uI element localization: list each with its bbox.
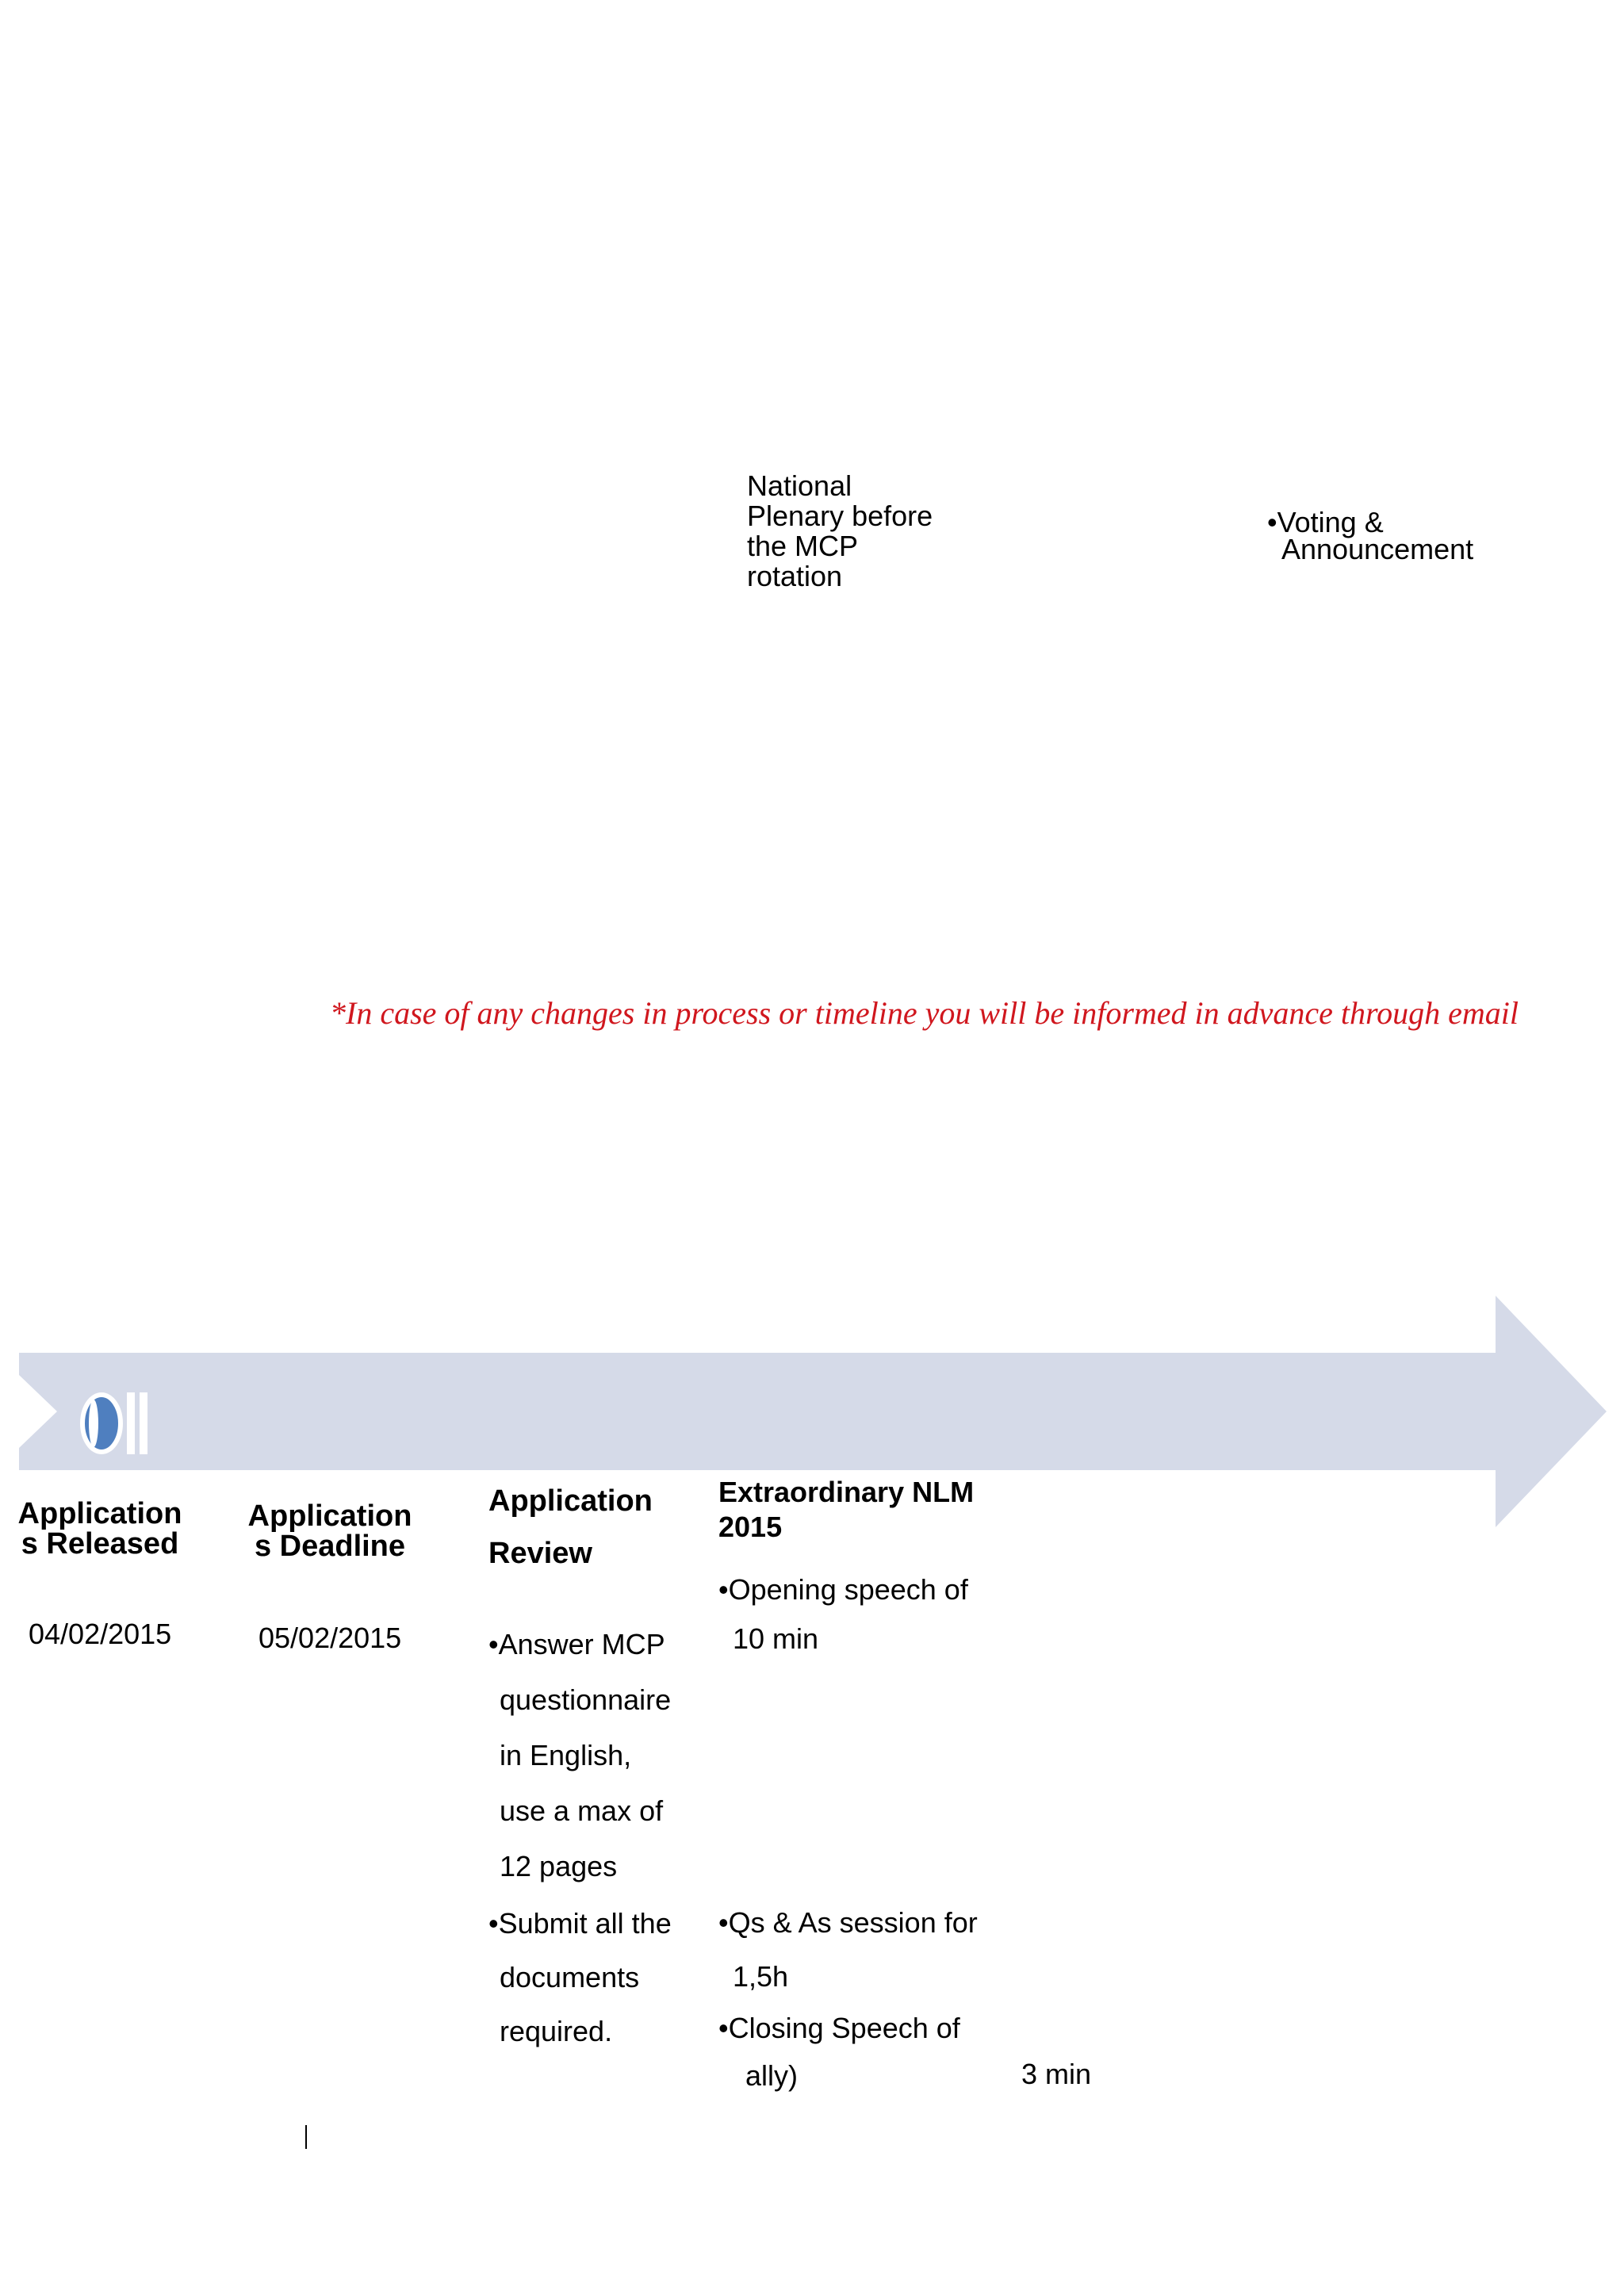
review-bullet-line: •Submit all the	[488, 1907, 672, 1940]
date-deadline: 05/02/2015	[259, 1622, 402, 1654]
review-bullet-line: 12 pages	[500, 1850, 618, 1882]
voting-label	[1267, 507, 1473, 565]
review-bullet-line: documents	[500, 1961, 640, 1993]
voting-line: Voting &	[1277, 506, 1384, 538]
nlm-bullet-line: •Qs & As session for	[718, 1906, 978, 1939]
nlm-bullet-qa	[718, 1896, 978, 2004]
review-bullet-line: required.	[500, 2015, 613, 2047]
step-title-line: Application	[488, 1484, 653, 1518]
nlm-bullet-closing	[718, 2005, 960, 2100]
review-bullet-line: use a max of	[500, 1794, 664, 1827]
nlm-bullet-opening	[718, 1565, 968, 1664]
step-title-nlm	[718, 1475, 974, 1545]
plenary-label	[747, 471, 933, 592]
nlm-bullet-line: 10 min	[733, 1622, 819, 1655]
step-title-line: Review	[488, 1537, 592, 1570]
step-title-line: Application	[247, 1499, 412, 1533]
review-bullet-line: questionnaire	[500, 1683, 672, 1716]
step-title-released	[16, 1499, 184, 1559]
timeline-marker-bar-icon	[140, 1392, 147, 1454]
plenary-line: National	[747, 469, 852, 502]
nlm-bullet-line: •Closing Speech of	[718, 2012, 960, 2044]
step-title-line: s Deadline	[254, 1530, 406, 1563]
step-title-review	[488, 1475, 653, 1580]
text-cursor	[305, 2125, 307, 2149]
plenary-line: Plenary before	[747, 500, 933, 532]
step-title-line: Extraordinary NLM	[718, 1476, 975, 1508]
nlm-bullet-line: 1,5h	[733, 1960, 789, 1993]
step-title-line: 2015	[718, 1511, 783, 1543]
bullet-glyph: •	[1267, 506, 1277, 538]
plenary-line: the MCP	[747, 530, 859, 562]
timeline-marker-bar-icon	[127, 1392, 135, 1454]
step-title-line: s Released	[21, 1527, 179, 1561]
step-title-line: Application	[17, 1497, 182, 1530]
timeline-start-marker-icon	[82, 1395, 121, 1452]
review-bullet-line: in English,	[500, 1739, 632, 1771]
plenary-line: rotation	[747, 560, 843, 592]
nlm-bullet-line: •Opening speech of	[718, 1573, 968, 1606]
nlm-stray-duration: 3 min	[1021, 2058, 1092, 2090]
timeline-marker-inner-icon	[89, 1400, 98, 1447]
date-released: 04/02/2015	[29, 1618, 172, 1650]
timeline-change-note: *In case of any changes in process or timeline you will be informed in advance through email	[330, 995, 1519, 1031]
nlm-bullet-line: ally)	[745, 2059, 799, 2092]
review-bullet-answer	[488, 1617, 671, 1894]
review-bullet-line: •Answer MCP	[488, 1628, 665, 1660]
step-title-deadline	[246, 1501, 414, 1561]
review-bullet-submit	[488, 1897, 672, 2058]
voting-line: Announcement	[1281, 533, 1474, 565]
